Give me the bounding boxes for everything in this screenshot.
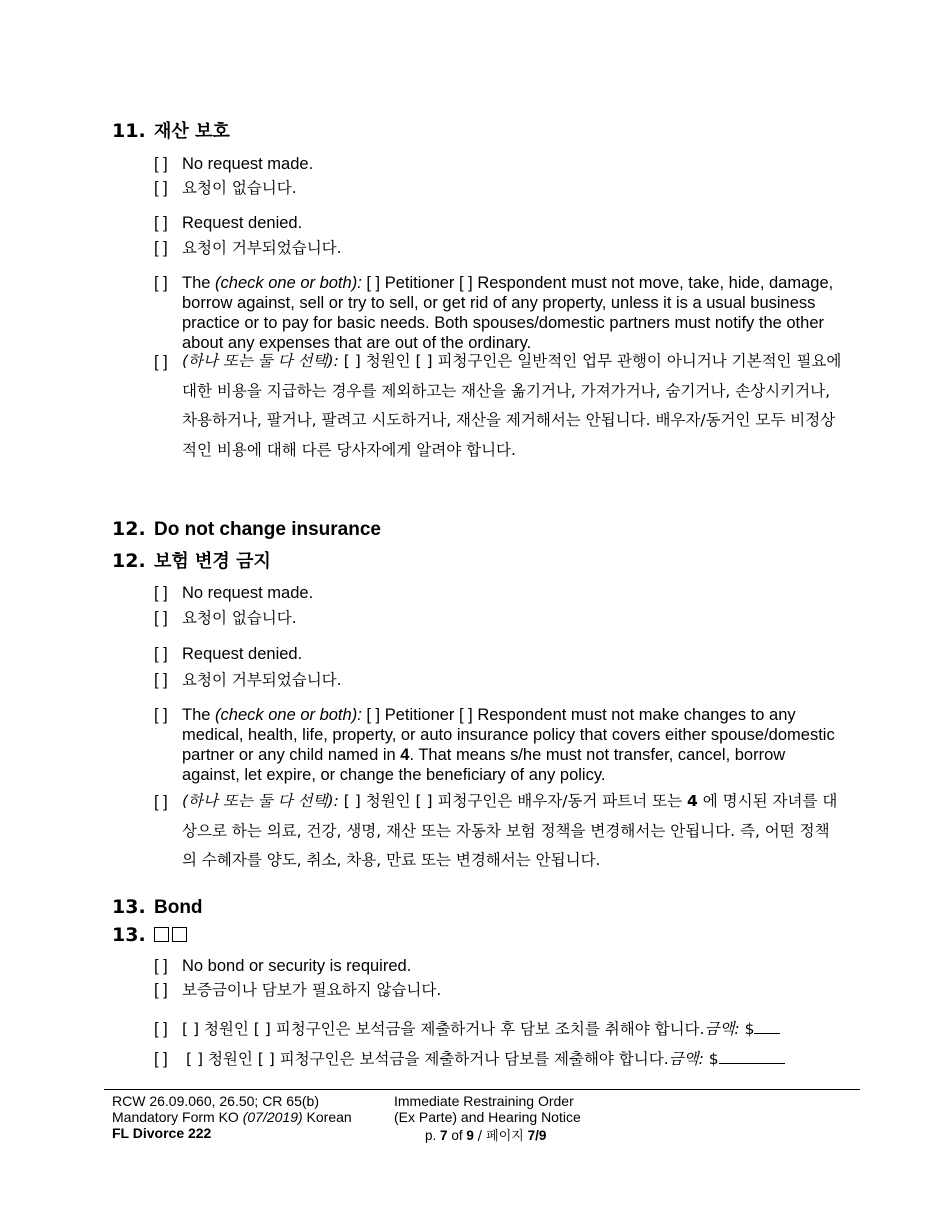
option-label: 요청이 거부되었습니다. xyxy=(182,671,342,689)
checkbox[interactable]: [ ] xyxy=(154,957,168,975)
option-no-request-en xyxy=(154,583,844,603)
footer-doc-title-2: (Ex Parte) and Hearing Notice xyxy=(394,1109,581,1125)
footer-doc-title-1: Immediate Restraining Order xyxy=(394,1093,574,1109)
section-reference: 4 xyxy=(687,792,698,810)
amount-field[interactable] xyxy=(754,1019,780,1034)
order-text: [ ] Petitioner [ ] Respondent must not move, take, hide, damage, borrow against, sell or try to sell, or get rid of any property, unless it is a usual business practice or to pay for basic needs. Both spouses/domestic partners must notify the other about any expenses that are out of the ordinary. xyxy=(182,274,834,352)
missing-glyph-icon xyxy=(154,925,190,946)
section-title: 재산 보호 xyxy=(154,121,230,142)
footer-form: Mandatory Form KO (07/2019) Korean xyxy=(112,1109,352,1125)
checkbox[interactable]: [ ] xyxy=(154,584,168,602)
checkbox[interactable]: [ ] xyxy=(154,214,168,232)
choice-instruction: (하나 또는 둘 다 선택): xyxy=(182,792,339,810)
section-number: 11. xyxy=(112,120,146,142)
section-title: Do not change insurance xyxy=(154,519,381,540)
option-label: Request denied. xyxy=(182,645,303,663)
option-order-en xyxy=(154,273,844,353)
option-label: 요청이 거부되었습니다. xyxy=(182,239,342,257)
order-text: [ ] 청원인 [ ] 피청구인은 일반적인 업무 관행이 아니거나 기본적인 필요에 대한 비용을 지급하는 경우를 제외하고는 재산을 옮기거나, 가져가거나, 숨기거나, 손상시키거나, 차용하거나, 팔거나, 팔려고 시도하거나, 재산을 제거해서는 안됩니다. 배우자/동거인 모두 비정상적인 비용에 대해 다른 당사자에게 알려야 합니다. xyxy=(182,352,842,459)
amount-label: 금액: xyxy=(704,1020,740,1038)
option-no-bond-en xyxy=(154,956,844,976)
checkbox[interactable]: [ ] xyxy=(154,155,168,173)
option-no-bond-ko xyxy=(154,980,844,1000)
checkbox[interactable]: [ ] xyxy=(154,981,168,999)
amount-field[interactable] xyxy=(719,1049,785,1064)
choice-instruction: (check one or both): xyxy=(215,706,362,724)
section-title: Bond xyxy=(154,897,203,918)
option-text xyxy=(182,705,844,785)
option-order-ko xyxy=(154,352,844,465)
option-bond-2 xyxy=(154,1049,844,1069)
option-label: No request made. xyxy=(182,155,314,173)
option-label: No bond or security is required. xyxy=(182,957,412,975)
section-11-heading xyxy=(112,117,230,143)
section-number: 13. xyxy=(112,924,146,946)
checkbox[interactable]: [ ] xyxy=(154,274,168,292)
checkbox[interactable]: [ ] xyxy=(154,239,168,257)
checkbox[interactable]: [ ] xyxy=(154,179,168,197)
section-number: 12. xyxy=(112,550,146,572)
section-13-heading-en xyxy=(112,896,203,919)
checkbox[interactable]: [ ] xyxy=(154,353,168,371)
bond-text: [ ] 청원인 [ ] 피청구인은 보석금을 제출하거나 후 담보 조치를 취해야 합니다. xyxy=(182,1020,705,1038)
option-denied-en xyxy=(154,644,844,664)
option-denied-ko xyxy=(154,670,844,690)
option-text xyxy=(182,273,844,353)
dollar-sign: $ xyxy=(708,1050,719,1068)
option-no-request-en xyxy=(154,154,844,174)
the-word: The xyxy=(182,706,211,724)
checkbox[interactable]: [ ] xyxy=(154,609,168,627)
order-text: . That means s/he must not transfer, cancel, borrow against, let expire, or change the beneficiary of any policy. xyxy=(182,746,786,784)
section-12-heading-ko xyxy=(112,547,271,573)
option-label: 요청이 없습니다. xyxy=(182,179,297,197)
amount-label: 금액: xyxy=(668,1050,704,1068)
footer-page-number: p. 7 of 9 / 페이지 7/9 xyxy=(425,1128,547,1144)
option-bond-1 xyxy=(154,1019,844,1039)
option-order-en xyxy=(154,705,844,785)
order-text: 에 명시된 자녀를 대상으로 하는 의료, 건강, 생명, 재산 또는 자동차 보험 정책을 변경해서는 안됩니다. 즉, 어떤 정책의 수혜자를 양도, 취소, 차용, 만료 또는 변경해서는 안됩니다. xyxy=(182,792,838,869)
checkbox[interactable]: [ ] xyxy=(154,671,168,689)
choice-instruction: (하나 또는 둘 다 선택): xyxy=(182,352,339,370)
option-text xyxy=(182,1019,844,1039)
footer-left xyxy=(112,1093,352,1141)
checkbox[interactable]: [ ] xyxy=(154,706,168,724)
checkbox[interactable]: [ ] xyxy=(154,1020,168,1038)
dollar-sign: $ xyxy=(744,1020,755,1038)
section-13-heading-ko xyxy=(112,924,190,947)
checkbox[interactable]: [ ] xyxy=(154,1050,168,1068)
choice-instruction: (check one or both): xyxy=(215,274,362,292)
option-denied-en xyxy=(154,213,844,233)
footer-divider xyxy=(104,1089,860,1090)
order-text: [ ] Petitioner [ ] Respondent must not make changes to any medical, health, life, property, or auto insurance policy that covers either spouse/domestic partner or any child named in xyxy=(182,706,835,764)
option-label: No request made. xyxy=(182,584,314,602)
option-no-request-ko xyxy=(154,608,844,628)
option-label: 보증금이나 담보가 필요하지 않습니다. xyxy=(182,981,442,999)
option-text xyxy=(182,787,844,876)
option-text xyxy=(182,347,844,465)
option-denied-ko xyxy=(154,238,844,258)
option-label: 요청이 없습니다. xyxy=(182,609,297,627)
section-reference: 4 xyxy=(400,746,410,764)
the-word: The xyxy=(182,274,211,292)
footer-center xyxy=(394,1093,581,1125)
option-order-ko xyxy=(154,792,844,876)
checkbox[interactable]: [ ] xyxy=(154,793,168,811)
order-text: [ ] 청원인 [ ] 피청구인은 배우자/동거 파트너 또는 xyxy=(343,792,683,810)
bond-text: [ ] 청원인 [ ] 피청구인은 보석금을 제출하거나 담보를 제출해야 합니다. xyxy=(186,1050,669,1068)
section-title: 보험 변경 금지 xyxy=(154,551,271,572)
checkbox[interactable]: [ ] xyxy=(154,645,168,663)
section-number: 12. xyxy=(112,518,146,540)
footer-form-id: FL Divorce 222 xyxy=(112,1125,212,1141)
section-number: 13. xyxy=(112,896,146,918)
footer-rcw: RCW 26.09.060, 26.50; CR 65(b) xyxy=(112,1093,319,1109)
section-12-heading-en xyxy=(112,518,381,541)
option-label: Request denied. xyxy=(182,214,303,232)
option-text xyxy=(186,1049,844,1069)
option-no-request-ko xyxy=(154,178,844,198)
